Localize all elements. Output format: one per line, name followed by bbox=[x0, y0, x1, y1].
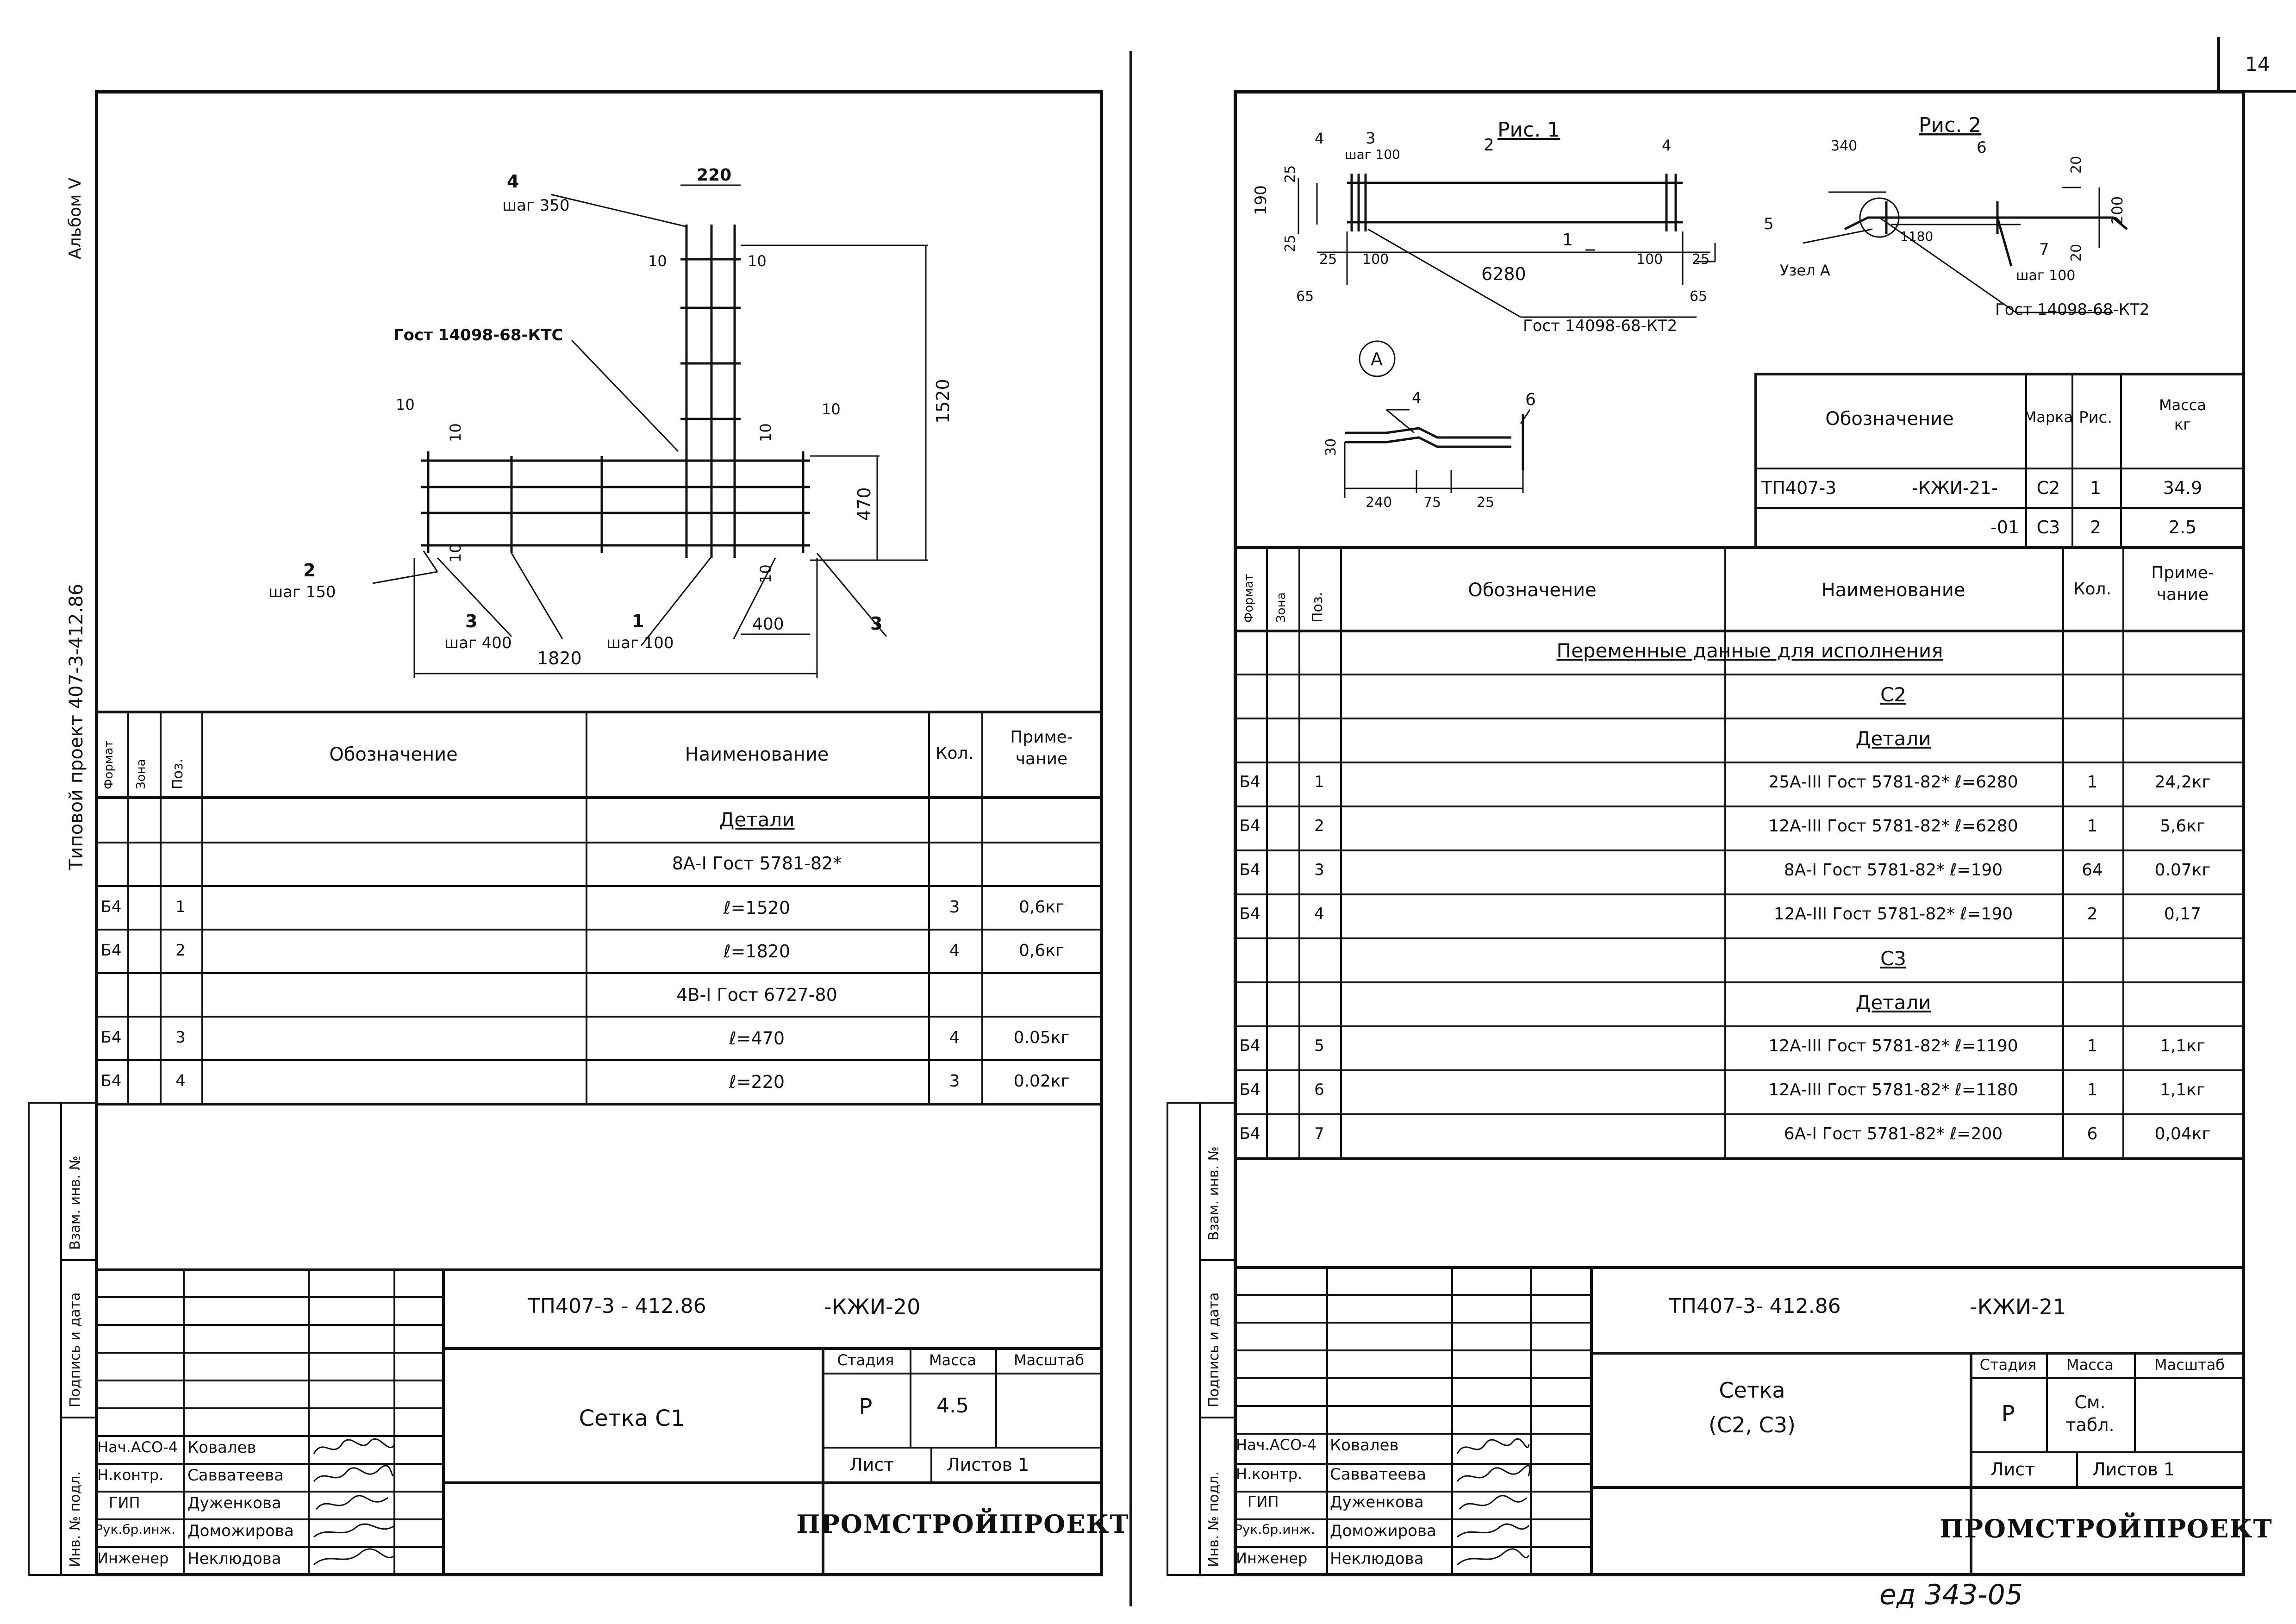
fig-label: 75 bbox=[1423, 494, 1441, 511]
role: Инженер bbox=[1236, 1549, 1308, 1567]
r-row3-qty: 64 bbox=[2082, 861, 2103, 880]
r-col-header-format: Формат bbox=[1242, 574, 1256, 623]
role: Нач.АСО-4 bbox=[97, 1438, 178, 1456]
page-fold-line bbox=[1129, 51, 1132, 1606]
left-side-strip-top bbox=[28, 1102, 97, 1104]
left-side-inv-replace: Взам. инв. № bbox=[67, 1156, 83, 1250]
fig-label: 65 bbox=[1690, 288, 1708, 305]
person-name: Доможирова bbox=[1330, 1522, 1436, 1540]
details-heading-b: Детали bbox=[1855, 991, 1931, 1014]
fig-label: шаг 100 bbox=[2016, 268, 2076, 284]
marks-row1-mass: 34.9 bbox=[2163, 478, 2202, 498]
r-drawing-title-1: Сетка bbox=[1719, 1378, 1785, 1403]
dim-label: 10 bbox=[757, 423, 774, 442]
r-row5-qty: 1 bbox=[2087, 1037, 2098, 1056]
r-row4-note: 0,17 bbox=[2164, 905, 2202, 924]
fig-label: Узел А bbox=[1780, 262, 1830, 279]
dim-label: 10 bbox=[447, 543, 464, 562]
role: Рук.бр.инж. bbox=[1235, 1522, 1315, 1537]
fig-label: 20 bbox=[2068, 156, 2084, 174]
row4-qty: 3 bbox=[949, 1072, 960, 1091]
right-side-div-1 bbox=[1199, 1259, 1235, 1261]
fig-label: 65 bbox=[1296, 288, 1314, 305]
fig-label: Рис. 2 bbox=[1919, 113, 1982, 137]
dim-label: шаг 150 bbox=[268, 583, 336, 601]
r-row1-qty: 1 bbox=[2087, 773, 2098, 792]
fig-label: 25 bbox=[1692, 251, 1710, 268]
row1-pos: 1 bbox=[175, 898, 186, 916]
r-h-mass: Масса bbox=[2066, 1356, 2114, 1374]
r-row1-name: 25А-III Гост 5781-82* ℓ=6280 bbox=[1768, 773, 2018, 792]
right-side-div-2 bbox=[1199, 1417, 1235, 1418]
org-logo: ПРОМСТРОЙПРОЕКТ bbox=[796, 1509, 1129, 1539]
fig-label: 100 bbox=[1636, 251, 1663, 268]
right-side-inv-replace: Взам. инв. № bbox=[1206, 1146, 1222, 1241]
variable-data-heading: Переменные данные для исполнения bbox=[1556, 639, 1943, 662]
person-name: Ковалев bbox=[187, 1438, 256, 1457]
fig-label: 340 bbox=[1831, 138, 1858, 154]
dim-label: 10 bbox=[757, 564, 774, 583]
dim-label: 220 bbox=[697, 166, 732, 185]
left-side-strip-line bbox=[60, 1102, 62, 1576]
fig-label: 1180 bbox=[1900, 229, 1934, 244]
col-header-format: Формат bbox=[102, 740, 116, 789]
h-scale: Масштаб bbox=[1013, 1351, 1085, 1369]
col-header-designation: Обозначение bbox=[329, 744, 458, 765]
r-row7-pos: 7 bbox=[1314, 1124, 1324, 1143]
row2-format: Б4 bbox=[100, 941, 122, 960]
sheets-label: Листов 1 bbox=[947, 1455, 1029, 1475]
r-row7-name: 6А-I Гост 5781-82* ℓ=200 bbox=[1784, 1124, 2003, 1143]
dim-label: шаг 400 bbox=[444, 634, 512, 652]
role: Н.контр. bbox=[1236, 1465, 1303, 1483]
details-heading-a: Детали bbox=[1855, 727, 1931, 750]
marks-row1-code: ТП407-3 bbox=[1761, 478, 1837, 498]
r-row5-pos: 5 bbox=[1314, 1037, 1324, 1055]
r-title-sheet-code: -КЖИ-21 bbox=[1970, 1294, 2066, 1319]
col-header-note: Приме-чание bbox=[1010, 728, 1073, 768]
row3-qty: 4 bbox=[949, 1028, 960, 1047]
fig-label: 4 bbox=[1412, 389, 1422, 406]
row1-format: Б4 bbox=[100, 898, 122, 916]
r-row1-format: Б4 bbox=[1239, 773, 1260, 791]
dim-label: 10 bbox=[748, 252, 767, 270]
group-8a: 8А-I Гост 5781-82* bbox=[672, 853, 842, 874]
person-name: Доможирова bbox=[187, 1522, 294, 1540]
group-4b: 4В-I Гост 6727-80 bbox=[676, 985, 837, 1005]
dim-label: 2 bbox=[303, 560, 316, 581]
role: Н.контр. bbox=[97, 1466, 164, 1484]
signatures bbox=[1453, 1435, 1531, 1574]
r-mass-value: См. табл. bbox=[2065, 1392, 2115, 1436]
r-row5-format: Б4 bbox=[1239, 1037, 1260, 1055]
sheet-label: Лист bbox=[849, 1455, 894, 1475]
r-col-header-designation: Обозначение bbox=[1468, 580, 1597, 601]
dim-label: 470 bbox=[854, 487, 874, 521]
page-number: 14 bbox=[2245, 53, 2270, 75]
row1-name: ℓ=1520 bbox=[723, 898, 791, 918]
col-header-name: Наименование bbox=[685, 744, 829, 765]
col-header-zone: Зона bbox=[134, 759, 148, 789]
left-side-div-2 bbox=[60, 1417, 96, 1418]
row2-name: ℓ=1820 bbox=[723, 941, 791, 962]
row1-qty: 3 bbox=[949, 898, 960, 917]
marks-row2-mass: 2.5 bbox=[2168, 517, 2197, 537]
mesh-c1-drawing bbox=[95, 90, 1103, 711]
row2-note: 0,6кг bbox=[1019, 941, 1064, 960]
fig-label: 190 bbox=[1252, 185, 1270, 215]
left-side-album: Альбом V bbox=[66, 177, 85, 259]
dim-label: шаг 100 bbox=[606, 634, 674, 652]
fig-label: 4 bbox=[1662, 137, 1672, 154]
r-col-header-qty: Кол. bbox=[2073, 580, 2112, 599]
fig-label: Гост 14098-68-КТ2 bbox=[1995, 300, 2150, 319]
fig-label: 5 bbox=[1764, 215, 1774, 233]
role: ГИП bbox=[109, 1494, 140, 1512]
r-row1-note: 24,2кг bbox=[2154, 773, 2211, 792]
marks-h-mark: Марка bbox=[2023, 408, 2073, 426]
fig-label: 25 bbox=[1477, 494, 1495, 511]
fig-label: 30 bbox=[1323, 438, 1339, 456]
dim-label: 3 bbox=[465, 611, 478, 631]
h-stage: Стадия bbox=[837, 1351, 894, 1369]
fig-label: 100 bbox=[1362, 251, 1389, 268]
person-name: Савватеева bbox=[1330, 1465, 1427, 1484]
title-code: ТП407-3 - 412.86 bbox=[528, 1294, 706, 1318]
right-side-sign-date: Подпись и дата bbox=[1206, 1292, 1222, 1407]
marks-h-designation: Обозначение bbox=[1825, 408, 1954, 430]
dim-label: 10 bbox=[447, 423, 464, 442]
right-side-inv-sub: Инв. № подл. bbox=[1206, 1471, 1222, 1567]
marks-row2-mark: С3 bbox=[2036, 517, 2060, 537]
fig-label: шаг 100 bbox=[1345, 147, 1400, 162]
r-row6-pos: 6 bbox=[1314, 1081, 1324, 1099]
r-col-header-note: Приме-чание bbox=[2151, 563, 2214, 604]
r-row2-note: 5,6кг bbox=[2160, 817, 2205, 836]
r-row7-qty: 6 bbox=[2087, 1124, 2098, 1143]
r-row4-pos: 4 bbox=[1314, 905, 1324, 923]
person-name: Неклюдова bbox=[1330, 1549, 1424, 1568]
r-row2-pos: 2 bbox=[1314, 817, 1324, 835]
r-col-header-name: Наименование bbox=[1821, 580, 1965, 601]
r-row7-note: 0,04кг bbox=[2154, 1124, 2211, 1143]
marks-row1-mark: С2 bbox=[2036, 478, 2060, 498]
r-row5-name: 12А-III Гост 5781-82* ℓ=1190 bbox=[1768, 1037, 2018, 1056]
dim-label: шаг 350 bbox=[502, 196, 570, 215]
r-title-code: ТП407-3- 412.86 bbox=[1669, 1294, 1841, 1318]
fig-label: 200 bbox=[2109, 196, 2126, 225]
right-side-strip-bottom bbox=[1167, 1574, 1236, 1576]
right-side-strip-outer bbox=[1167, 1102, 1168, 1576]
r-h-scale: Масштаб bbox=[2154, 1356, 2225, 1374]
r-row3-note: 0.07кг bbox=[2154, 861, 2211, 880]
fig-label: 1 bbox=[1562, 231, 1573, 250]
r-row6-note: 1,1кг bbox=[2160, 1081, 2205, 1099]
fig-label: Гост 14098-68-КТ2 bbox=[1523, 317, 1678, 335]
person-name: Савватеева bbox=[187, 1466, 284, 1485]
person-name: Ковалев bbox=[1330, 1436, 1399, 1455]
c3-heading: С3 bbox=[1880, 947, 1907, 970]
r-row4-name: 12А-III Гост 5781-82* ℓ=190 bbox=[1773, 905, 2013, 924]
fig-label: 6280 bbox=[1481, 264, 1526, 284]
marks-row1-fig: 1 bbox=[2090, 478, 2102, 498]
fig-label: А bbox=[1371, 349, 1383, 369]
dim-label: 1520 bbox=[933, 379, 953, 424]
h-mass: Масса bbox=[929, 1351, 977, 1369]
r-row2-qty: 1 bbox=[2087, 817, 2098, 836]
marks-h-mass: Масса кг bbox=[2159, 396, 2206, 433]
r-org-logo: ПРОМСТРОЙПРОЕКТ bbox=[1940, 1514, 2273, 1543]
c2-heading: С2 bbox=[1880, 683, 1907, 706]
dim-label: 1 bbox=[632, 611, 644, 631]
title-sheet-code: -КЖИ-20 bbox=[824, 1294, 921, 1319]
fig-label: 240 bbox=[1366, 494, 1392, 511]
fig-label: 3 bbox=[1366, 129, 1376, 148]
dim-label: 4 bbox=[507, 171, 519, 192]
col-header-qty: Кол. bbox=[935, 744, 974, 763]
role: ГИП bbox=[1248, 1493, 1279, 1511]
r-h-stage: Стадия bbox=[1979, 1356, 2037, 1374]
signatures bbox=[309, 1435, 397, 1574]
r-row2-format: Б4 bbox=[1239, 817, 1260, 835]
left-side-project: Типовой проект 407-3-412.86 bbox=[66, 583, 87, 870]
r-row4-format: Б4 bbox=[1239, 905, 1260, 923]
drawing-title: Сетка С1 bbox=[579, 1405, 685, 1431]
r-sheet-label: Лист bbox=[1990, 1459, 2035, 1480]
person-name: Неклюдова bbox=[187, 1549, 281, 1568]
r-row5-note: 1,1кг bbox=[2160, 1037, 2205, 1056]
stage-value: Р bbox=[859, 1394, 873, 1420]
row3-pos: 3 bbox=[175, 1028, 186, 1047]
fig-label: 6 bbox=[1525, 390, 1536, 409]
r-drawing-title-2: (С2, С3) bbox=[1709, 1412, 1796, 1437]
fig-label: 6 bbox=[1977, 138, 1987, 157]
left-side-strip-outer bbox=[28, 1102, 30, 1576]
right-side-strip-top bbox=[1167, 1102, 1236, 1104]
marks-h-fig: Рис. bbox=[2078, 408, 2113, 427]
marks-row2-suffix: -01 bbox=[1990, 517, 2020, 537]
fig-label: 25 bbox=[1282, 165, 1298, 183]
role: Рук.бр.инж. bbox=[95, 1522, 175, 1537]
row4-note: 0.02кг bbox=[1013, 1072, 1070, 1091]
marks-row2-fig: 2 bbox=[2090, 517, 2102, 537]
role: Инженер bbox=[97, 1549, 169, 1567]
fig-label: 25 bbox=[1319, 251, 1337, 268]
r-row3-name: 8А-I Гост 5781-82* ℓ=190 bbox=[1784, 861, 2003, 880]
dim-label: 400 bbox=[752, 615, 784, 634]
r-row2-name: 12А-III Гост 5781-82* ℓ=6280 bbox=[1768, 817, 2018, 836]
left-side-div-1 bbox=[60, 1259, 96, 1261]
fig-label: 20 bbox=[2068, 244, 2084, 262]
fig-label: 2 bbox=[1484, 136, 1494, 155]
fig-label: 4 bbox=[1315, 130, 1324, 147]
r-row3-format: Б4 bbox=[1239, 861, 1260, 879]
row4-name: ℓ=220 bbox=[729, 1072, 785, 1092]
fig-label: 25 bbox=[1282, 234, 1298, 252]
section-details: Детали bbox=[719, 808, 795, 831]
r-row6-format: Б4 bbox=[1239, 1081, 1260, 1099]
row4-pos: 4 bbox=[175, 1072, 186, 1090]
dim-label: 3 bbox=[870, 613, 883, 634]
person-name: Дуженкова bbox=[1330, 1493, 1424, 1512]
marks-row1-suffix: -КЖИ-21- bbox=[1912, 478, 1998, 498]
r-sheets-label: Листов 1 bbox=[2092, 1459, 2175, 1480]
person-name: Дуженкова bbox=[187, 1494, 281, 1512]
left-side-inv-sub: Инв. № подл. bbox=[67, 1471, 83, 1567]
dim-label: Гост 14098-68-КТС bbox=[393, 326, 563, 344]
dim-label: 1820 bbox=[537, 648, 582, 668]
role: Нач.АСО-4 bbox=[1236, 1436, 1317, 1454]
col-header-pos: Поз. bbox=[170, 758, 186, 789]
row2-pos: 2 bbox=[175, 941, 186, 960]
r-row6-name: 12А-III Гост 5781-82* ℓ=1180 bbox=[1768, 1081, 2018, 1099]
r-row1-pos: 1 bbox=[1314, 773, 1324, 791]
fig-label: 7 bbox=[2039, 240, 2049, 259]
mass-value: 4.5 bbox=[936, 1394, 969, 1418]
r-stage-value: Р bbox=[2001, 1401, 2015, 1427]
left-side-strip-bottom bbox=[28, 1574, 97, 1576]
left-side-sign-date: Подпись и дата bbox=[67, 1292, 83, 1407]
dim-label: 10 bbox=[822, 400, 841, 418]
fig-label: Рис. 1 bbox=[1497, 118, 1560, 142]
r-col-header-pos: Поз. bbox=[1310, 592, 1326, 623]
row3-format: Б4 bbox=[100, 1028, 122, 1047]
r-col-header-zone: Зона bbox=[1274, 592, 1288, 623]
dim-label: 10 bbox=[396, 396, 415, 413]
bottom-stamp: ед 343-05 bbox=[1879, 1579, 2023, 1611]
r-row4-qty: 2 bbox=[2087, 905, 2098, 924]
row1-note: 0,6кг bbox=[1019, 898, 1064, 917]
row4-format: Б4 bbox=[100, 1072, 122, 1090]
r-row3-pos: 3 bbox=[1314, 861, 1324, 879]
dim-label: 10 bbox=[648, 252, 667, 270]
row3-name: ℓ=470 bbox=[729, 1028, 785, 1049]
row2-qty: 4 bbox=[949, 941, 960, 960]
r-row7-format: Б4 bbox=[1239, 1124, 1260, 1143]
row3-note: 0.05кг bbox=[1013, 1028, 1070, 1047]
r-row6-qty: 1 bbox=[2087, 1081, 2098, 1099]
right-side-strip-line bbox=[1199, 1102, 1201, 1576]
